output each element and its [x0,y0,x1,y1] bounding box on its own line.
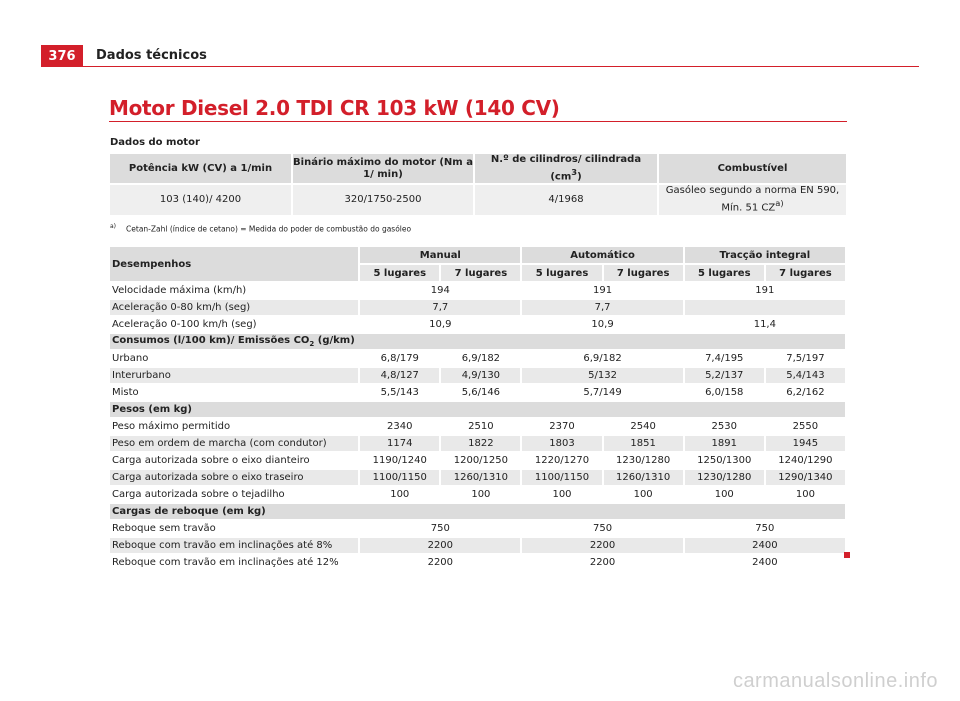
table-row [110,435,846,452]
cell: 6,9/182 [521,350,683,367]
cell: 2530 [684,418,765,435]
cell: 7,5/197 [765,350,846,367]
table-row [110,384,846,401]
row-label: Aceleração 0-100 km/h (seg) [110,316,359,333]
cell-automatic: 10,9 [521,316,683,333]
sub-header: 5 lugares [521,264,602,282]
cell-awd: 191 [684,282,846,299]
page-title: Motor Diesel 2.0 TDI CR 103 kW (140 CV) [109,96,560,120]
cell: 1290/1340 [765,469,846,486]
sub-header: 5 lugares [359,264,440,282]
section-row-towing [110,503,846,520]
row-label: Peso em ordem de marcha (com condutor) [110,435,359,452]
cell: 1250/1300 [684,452,765,469]
cell: 1100/1150 [359,469,440,486]
header-divider [83,66,919,67]
cell: 5,7/149 [521,384,683,401]
cell: 2550 [765,418,846,435]
cell: 100 [440,486,521,503]
cell: 7,4/195 [684,350,765,367]
performance-table [110,247,847,570]
cell: 6,2/162 [765,384,846,401]
engine-table-row [110,184,847,214]
group-header-row [110,247,846,264]
cell-cylinders: 4/1968 [474,184,658,214]
cell: 4,9/130 [440,367,521,384]
section-label: Consumos (l/100 km)/ Emissões $CO_2$ (g/km) [110,333,846,350]
group-header-automatic: Automático [521,247,683,264]
cell-awd: 2400 [684,537,846,554]
cell: 100 [359,486,440,503]
sub-header: 7 lugares [765,264,846,282]
cell-manual: 2200 [359,537,521,554]
cell: 100 [765,486,846,503]
section-title: Dados técnicos [96,48,207,63]
sub-header: 7 lugares [440,264,521,282]
cell-awd: 750 [684,520,846,537]
row-label: Misto [110,384,359,401]
table-row [110,282,846,299]
cell: 100 [684,486,765,503]
cell: 1803 [521,435,602,452]
row-label: Carga autorizada sobre o eixo traseiro [110,469,359,486]
group-header-awd: Tracção integral [684,247,846,264]
cell-awd: 2400 [684,554,846,570]
cell-automatic: 2200 [521,537,683,554]
cell-automatic: 7,7 [521,299,683,316]
column-header-cylinders: N.º de cilindros/ cilindrada $(cm^3)$ [474,154,658,184]
cell: 1260/1310 [603,469,684,486]
cell: 1174 [359,435,440,452]
corner-header: Desempenhos [110,247,359,282]
cell: 1100/1150 [521,469,602,486]
table-row [110,367,846,384]
cell-manual: 750 [359,520,521,537]
row-label: Reboque com travão em inclinações até 12% [110,554,359,570]
cell: 1891 [684,435,765,452]
table-row [110,299,846,316]
cell-torque: 320/1750-2500 [292,184,474,214]
end-of-section-marker [844,552,850,558]
cell: 5/132 [521,367,683,384]
table-row [110,469,846,486]
table-row [110,520,846,537]
footnote-marker: a) [110,223,117,230]
table-row [110,554,846,570]
cell-manual: 194 [359,282,521,299]
title-divider [109,121,847,122]
cell: 2340 [359,418,440,435]
row-label: Carga autorizada sobre o tejadilho [110,486,359,503]
cell: 1230/1280 [603,452,684,469]
footnote [110,223,411,234]
cell: 1220/1270 [521,452,602,469]
cell: 1190/1240 [359,452,440,469]
cell: 1200/1250 [440,452,521,469]
section-label: Pesos (em kg) [110,401,846,418]
cell: 2510 [440,418,521,435]
engine-data-heading: Dados do motor [110,137,200,148]
group-header-manual: Manual [359,247,521,264]
cell: 4,8/127 [359,367,440,384]
cell-manual: 2200 [359,554,521,570]
cell: 5,2/137 [684,367,765,384]
cell: 1240/1290 [765,452,846,469]
cell: 100 [521,486,602,503]
sub-header: 5 lugares [684,264,765,282]
cell-manual: 7,7 [359,299,521,316]
row-label: Carga autorizada sobre o eixo dianteiro [110,452,359,469]
cell-power: 103 (140)/ 4200 [110,184,292,214]
section-label: Cargas de reboque (em kg) [110,503,846,520]
section-row-weights [110,401,846,418]
row-label: Aceleração 0-80 km/h (seg) [110,299,359,316]
engine-data-table [110,154,848,215]
row-label: Reboque sem travão [110,520,359,537]
row-label: Reboque com travão em inclinações até 8% [110,537,359,554]
cell-awd: 11,4 [684,316,846,333]
row-label: Urbano [110,350,359,367]
cell: 1260/1310 [440,469,521,486]
row-label: Interurbano [110,367,359,384]
column-header-power: Potência kW (CV) a 1/min [110,154,292,184]
cell-awd [684,299,846,316]
cell: 100 [603,486,684,503]
engine-table-header [110,154,847,184]
table-row [110,452,846,469]
table-row [110,350,846,367]
cell: 2540 [603,418,684,435]
cell: 6,9/182 [440,350,521,367]
cell: 1230/1280 [684,469,765,486]
row-label: Peso máximo permitido [110,418,359,435]
table-row [110,486,846,503]
table-row [110,418,846,435]
cell: 6,0/158 [684,384,765,401]
cell-automatic: 2200 [521,554,683,570]
cell-automatic: 191 [521,282,683,299]
column-header-fuel: Combustível [658,154,847,184]
cell-automatic: 750 [521,520,683,537]
cell-fuel: Gasóleo segundo a norma EN 590, Mín. 51 CZ$^{a)}$ [658,184,847,214]
cell: 5,6/146 [440,384,521,401]
cell: 2370 [521,418,602,435]
cell: 6,8/179 [359,350,440,367]
table-row [110,316,846,333]
watermark: carmanualsonline.info [732,670,938,692]
cell: 5,5/143 [359,384,440,401]
page-number: 376 [41,45,83,67]
footnote-text: Cetan-Zahl (índice de cetano) = Medida do poder de combustão do gasóleo [126,224,412,234]
cell-manual: 10,9 [359,316,521,333]
cell: 1822 [440,435,521,452]
column-header-torque: Binário máximo do motor (Nm a 1/ min) [292,154,474,184]
table-row [110,537,846,554]
cell: 1945 [765,435,846,452]
cell: 5,4/143 [765,367,846,384]
cell: 1851 [603,435,684,452]
row-label: Velocidade máxima (km/h) [110,282,359,299]
section-row-consumption [110,333,846,350]
sub-header: 7 lugares [603,264,684,282]
